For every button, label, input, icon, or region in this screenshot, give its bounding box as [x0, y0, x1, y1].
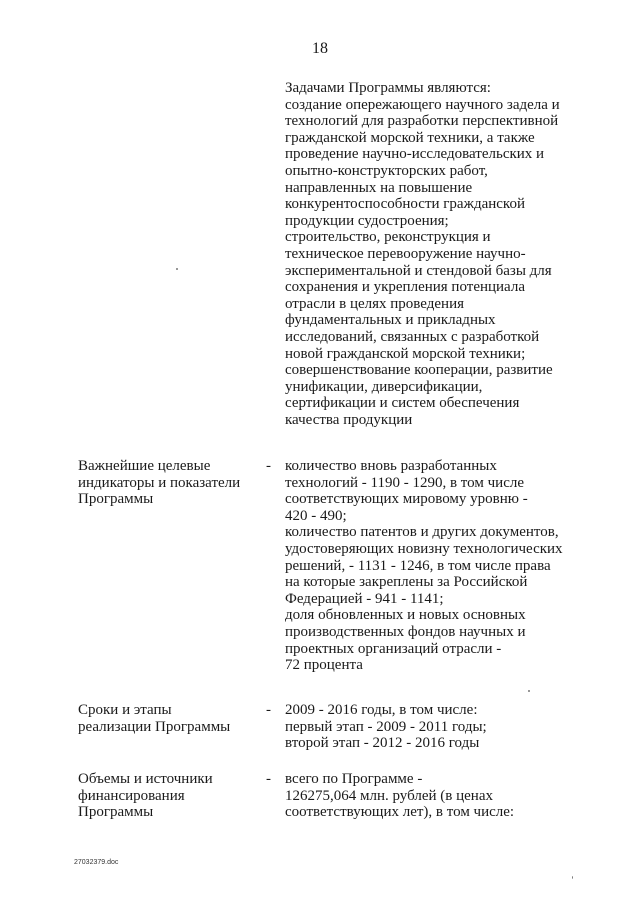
indicators-value-line: Федерацией - 941 - 1141; [285, 590, 444, 607]
tasks-line: техническое перевооружение научно- [285, 245, 526, 262]
indicators-value-line: технологий - 1190 - 1290, в том числе [285, 474, 524, 491]
indicators-label [78, 458, 240, 508]
timing-value-line: первый этап - 2009 - 2011 годы; [285, 718, 487, 735]
page-number: 18 [312, 40, 328, 57]
indicators-value-line: решений, - 1131 - 1246, в том числе права [285, 557, 551, 574]
indicators-value-line: 420 - 490; [285, 507, 347, 524]
tasks-line: совершенствование кооперации, развитие [285, 362, 553, 379]
tasks-line: направленных на повышение [285, 179, 473, 196]
tasks-line: технологий для разработки перспективной [285, 113, 559, 130]
indicators-value-line: 72 процента [285, 657, 363, 674]
scan-speck [572, 876, 573, 879]
tasks-line: строительство, реконструкция и [285, 229, 491, 246]
tasks-line: Задачами Программы являются: [285, 80, 491, 96]
timing-label [78, 702, 230, 735]
indicators-value-line: производственных фондов научных и [285, 623, 526, 640]
tasks-line: исследований, связанных с разработкой [285, 328, 540, 345]
funding-value [285, 771, 514, 821]
scan-speck [176, 268, 178, 270]
funding-value-line: всего по Программе - [285, 771, 423, 787]
footer-filename: 27032379.doc [74, 859, 119, 866]
tasks-line: отрасли в целях проведения [285, 295, 464, 312]
funding-value-line: 126275,064 млн. рублей (в ценах [285, 787, 493, 804]
indicators-value-line: на которые закреплены за Российской [285, 574, 528, 591]
tasks-line: сертификации и систем обеспечения [285, 395, 520, 412]
timing-label-line: реализации Программы [78, 718, 231, 735]
funding-dash: - [266, 771, 271, 787]
timing-value-line: второй этап - 2012 - 2016 годы [285, 735, 480, 752]
tasks-line: качества продукции [285, 411, 413, 428]
tasks-line: унификации, диверсификации, [285, 378, 483, 395]
tasks-line: создание опережающего научного задела и [285, 96, 560, 113]
indicators-value-line: удостоверяющих новизну технологических [285, 540, 563, 557]
indicators-label-line: Программы [78, 491, 154, 508]
timing-label-line: Сроки и этапы [78, 702, 172, 718]
funding-label-line: финансирования [78, 787, 185, 804]
tasks-line: продукции судостроения; [285, 212, 449, 229]
timing-dash: - [266, 702, 271, 718]
indicators-label-line: Важнейшие целевые [78, 458, 211, 474]
indicators-label-line: индикаторы и показатели [78, 474, 241, 491]
tasks-line: экспериментальной и стендовой базы для [285, 262, 552, 279]
tasks-line: гражданской морской техники, а также [285, 129, 535, 146]
indicators-value [285, 458, 563, 674]
timing-value-line: 2009 - 2016 годы, в том числе: [285, 702, 478, 718]
tasks-line: конкурентоспособности гражданской [285, 196, 525, 213]
tasks-line: фундаментальных и прикладных [285, 312, 496, 329]
indicators-value-line: количество вновь разработанных [285, 458, 497, 474]
funding-label-line: Программы [78, 804, 154, 821]
tasks-line: новой гражданской морской техники; [285, 345, 526, 362]
indicators-value-line: доля обновленных и новых основных [285, 607, 526, 624]
funding-label-line: Объемы и источники [78, 771, 213, 787]
funding-value-line: соответствующих лет), в том числе: [285, 804, 515, 821]
indicators-dash: - [266, 458, 271, 474]
tasks-line: опытно-конструкторских работ, [285, 162, 488, 179]
timing-value [285, 702, 487, 752]
tasks-text [285, 80, 560, 428]
scan-speck [528, 690, 530, 692]
funding-label [78, 771, 213, 821]
indicators-value-line: соответствующих мировому уровню - [285, 491, 528, 508]
tasks-line: сохранения и укрепления потенциала [285, 279, 525, 296]
indicators-value-line: проектных организаций отрасли - [285, 640, 502, 657]
tasks-line: проведение научно-исследовательских и [285, 146, 545, 163]
indicators-value-line: количество патентов и других документов, [285, 524, 559, 541]
